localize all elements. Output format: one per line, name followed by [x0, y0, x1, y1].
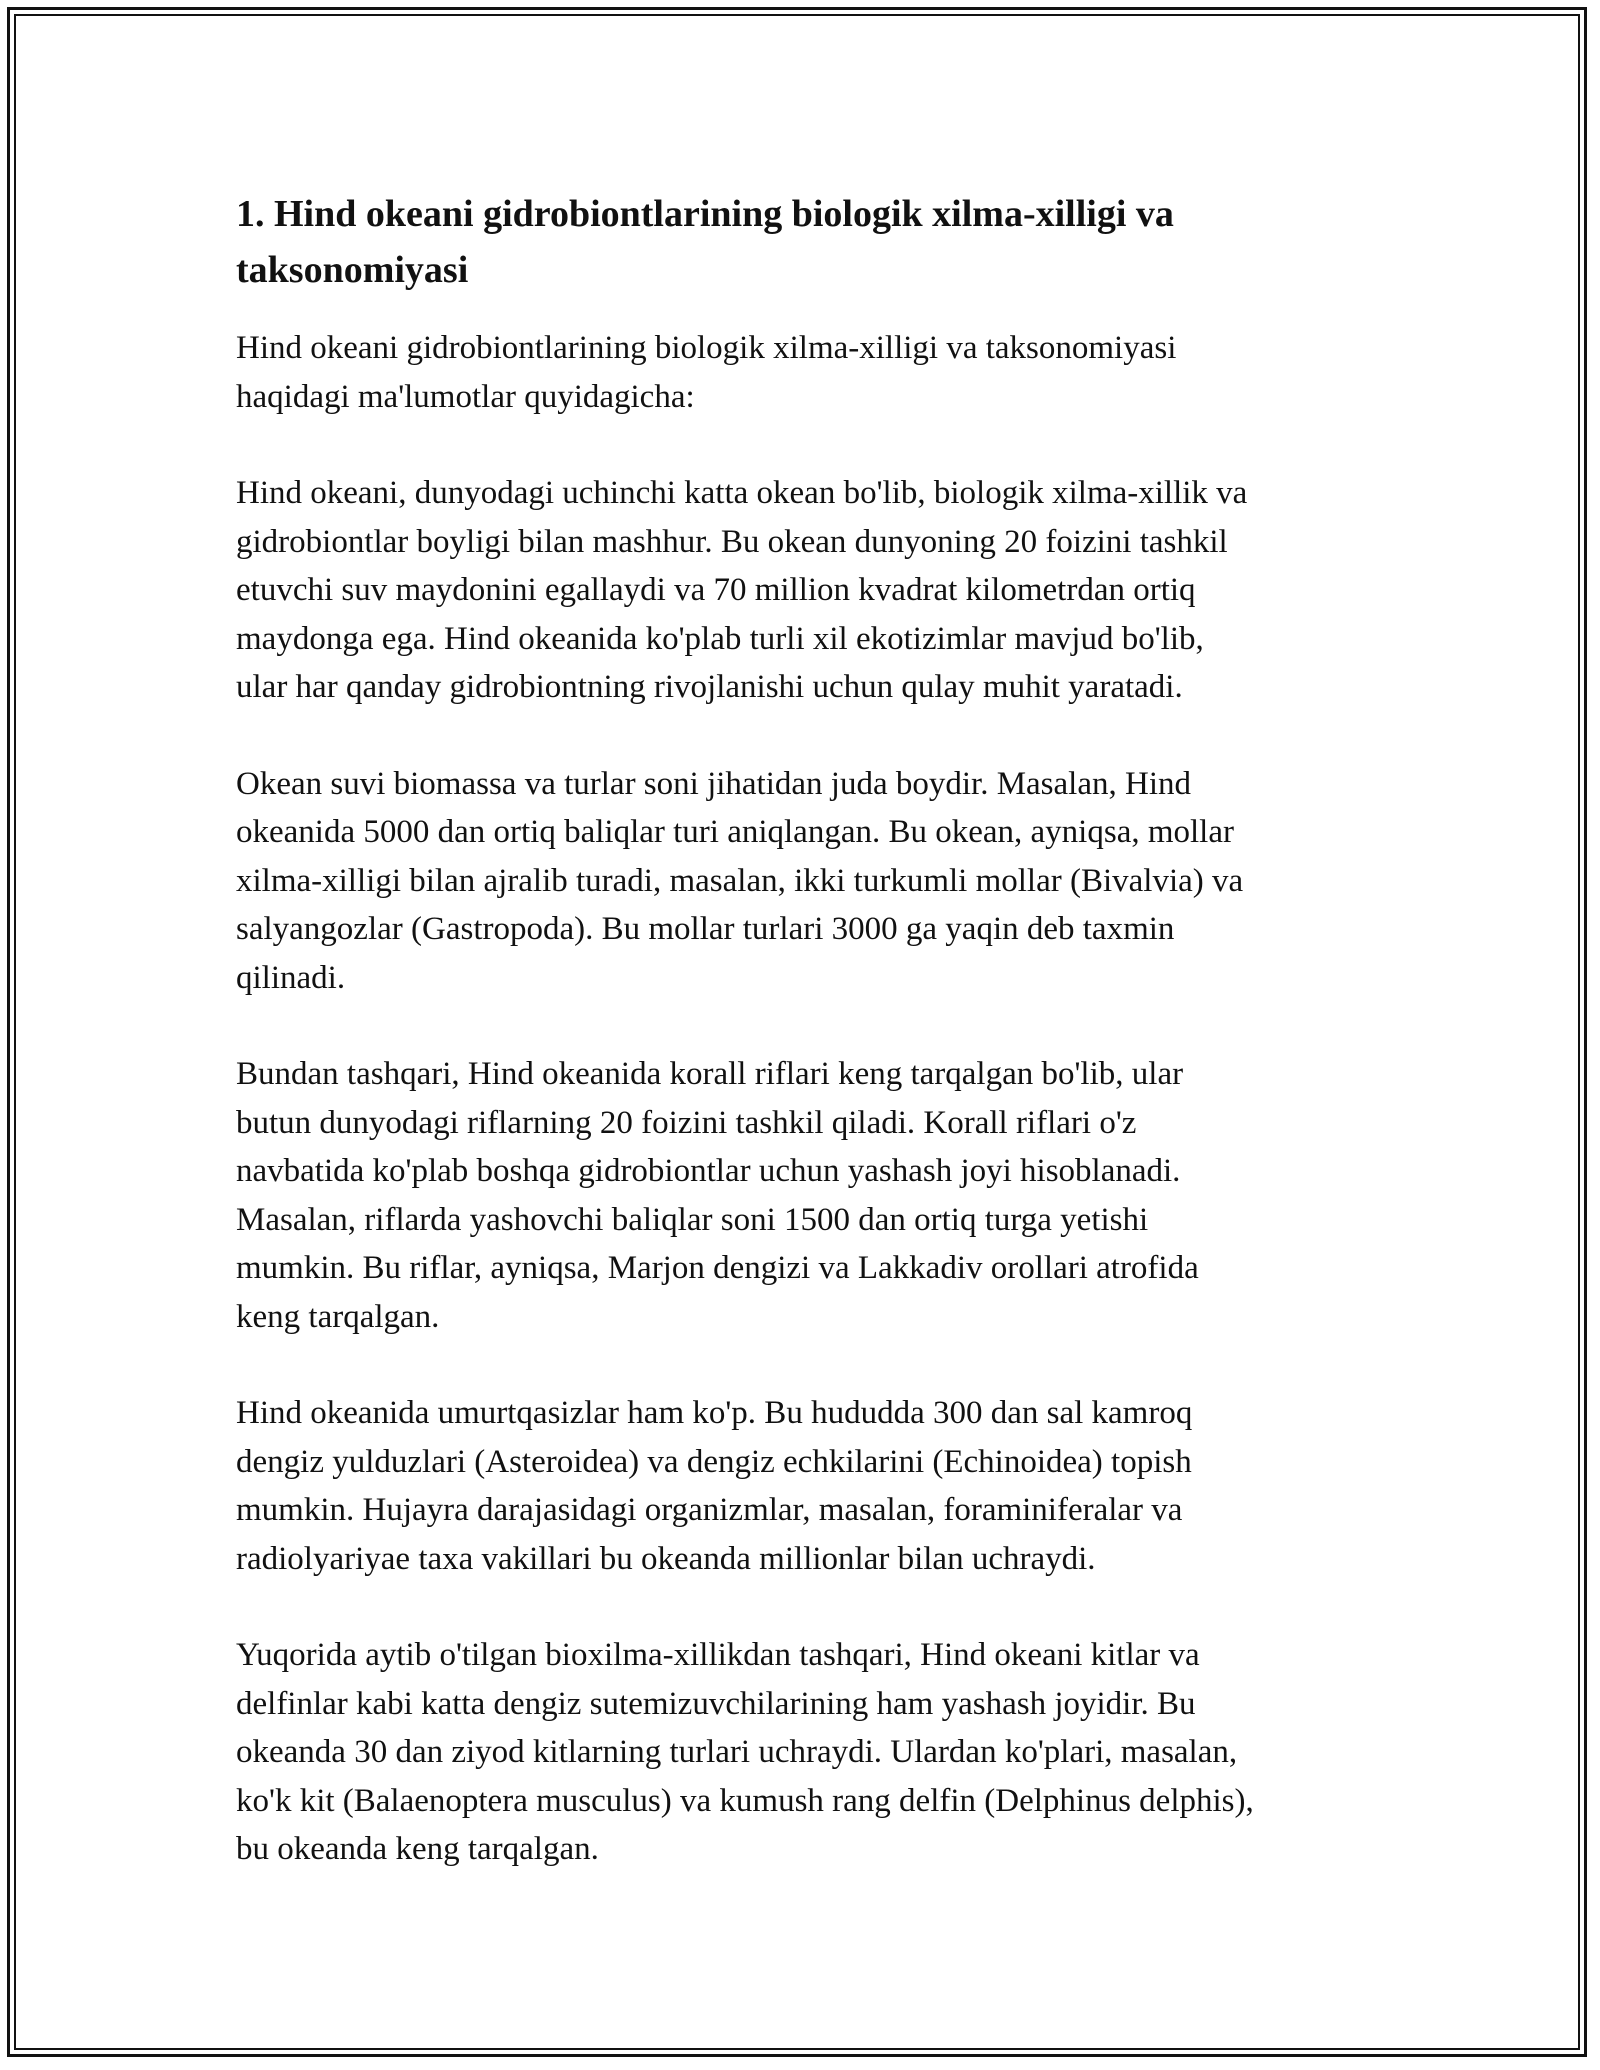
paragraph-line: Hind okeani gidrobiontlarining biologik xilma-xilligi va taksonomiyasi [236, 330, 1177, 366]
paragraph-line: Bundan tashqari, Hind okeanida korall riflari keng tarqalgan bo'lib, ular [236, 1056, 1184, 1092]
paragraph-intro [236, 324, 1386, 421]
paragraph-line: bu okeanda keng tarqalgan. [236, 1831, 599, 1867]
paragraph-line: Okean suvi biomassa va turlar soni jihatidan juda boydir. Masalan, Hind [236, 765, 1191, 802]
section-title [236, 186, 1386, 298]
paragraph-line: okeanida 5000 dan ortiq baliqlar turi aniqlangan. Bu okean, ayniqsa, mollar [236, 814, 1234, 850]
paragraph-coral-reefs [236, 1050, 1386, 1341]
paragraph-line: Hind okeanida umurtqasizlar ham ko'p. Bu hududda 300 dan sal kamroq [236, 1395, 1193, 1431]
paragraph-line: salyangozlar (Gastropoda). Bu mollar turlari 3000 ga yaqin deb taxmin [236, 911, 1175, 947]
paragraph-line: haqidagi ma'lumotlar quyidagicha: [236, 378, 695, 415]
paragraph-line: delfinlar kabi katta dengiz sutemizuvchilarining ham yashash joyidir. Bu [236, 1685, 1196, 1722]
paragraph-line: ular har qanday gidrobiontning rivojlanishi uchun qulay muhit yaratadi. [236, 669, 1183, 705]
paragraph-line: etuvchi suv maydonini egallaydi va 70 million kvadrat kilometrdan ortiq [236, 572, 1196, 608]
paragraph-line: maydonga ega. Hind okeanida ko'plab turli xil ekotizimlar mavjud bo'lib, [236, 620, 1204, 657]
paragraph-line: xilma-xilligi bilan ajralib turadi, masalan, ikki turkumli mollar (Bivalvia) va [236, 862, 1244, 899]
paragraph-line: okeanda 30 dan ziyod kitlarning turlari uchraydi. Ulardan ko'plari, masalan, [236, 1734, 1238, 1770]
paragraph-line: ko'k kit (Balaenoptera musculus) va kumush rang delfin (Delphinus delphis), [236, 1782, 1254, 1819]
paragraph-invertebrates [236, 1389, 1386, 1583]
paragraph-line: gidrobiontlar boyligi bilan mashhur. Bu okean dunyoning 20 foizini tashkil [236, 523, 1228, 560]
paragraph-ocean-overview [236, 469, 1386, 712]
document-body [236, 186, 1386, 1922]
paragraph-line: Yuqorida aytib o'tilgan bioxilma-xillikdan tashqari, Hind okeani kitlar va [236, 1637, 1200, 1673]
paragraph-line: Hind okeani, dunyodagi uchinchi katta okean bo'lib, biologik xilma-xillik va [236, 475, 1248, 511]
paragraph-line: butun dunyodagi riflarning 20 foizini tashkil qiladi. Korall riflari o'z [236, 1104, 1137, 1141]
paragraph-marine-mammals [236, 1631, 1386, 1874]
paragraph-line: mumkin. Hujayra darajasidagi organizmlar, masalan, foraminiferalar va [236, 1492, 1183, 1528]
paragraph-line: qilinadi. [236, 959, 346, 996]
section-title-line: taksonomiyasi [236, 249, 469, 291]
paragraph-line: Masalan, riflarda yashovchi baliqlar soni 1500 dan ortiq turga yetishi [236, 1201, 1149, 1238]
paragraph-line: keng tarqalgan. [236, 1298, 440, 1335]
paragraph-line: mumkin. Bu riflar, ayniqsa, Marjon dengizi va Lakkadiv orollari atrofida [236, 1250, 1199, 1286]
paragraph-line: navbatida ko'plab boshqa gidrobiontlar uchun yashash joyi hisoblanadi. [236, 1153, 1181, 1189]
section-title-line: 1. Hind okeani gidrobiontlarining biologik xilma-xilligi va [236, 193, 1174, 235]
paragraph-biomass [236, 760, 1386, 1003]
paragraph-line: radiolyariyae taxa vakillari bu okeanda millionlar bilan uchraydi. [236, 1540, 1096, 1577]
paragraph-line: dengiz yulduzlari (Asteroidea) va dengiz echkilarini (Echinoidea) topish [236, 1443, 1192, 1480]
